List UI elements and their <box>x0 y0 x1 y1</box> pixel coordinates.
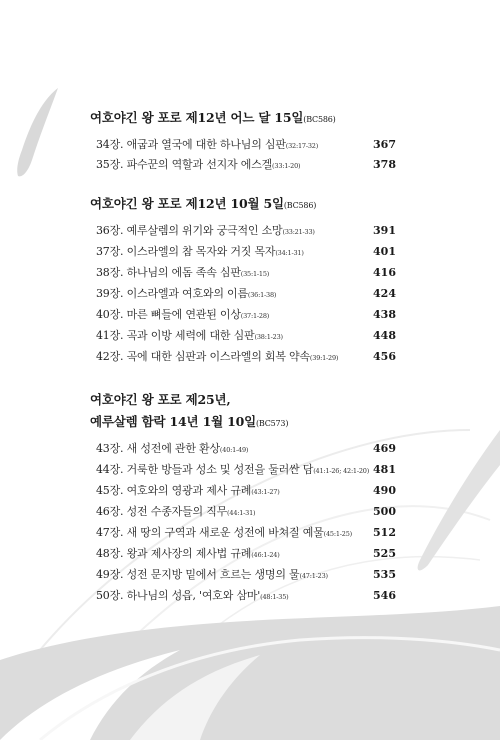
entry-page-number: 378 <box>373 158 396 171</box>
entry-label-group <box>96 222 315 238</box>
entry-page-number: 535 <box>373 568 396 581</box>
toc-entry[interactable] <box>96 503 396 519</box>
entry-label-group <box>96 156 300 172</box>
entry-label-group <box>96 524 352 540</box>
entry-page-number: 546 <box>373 589 396 602</box>
toc-entry[interactable] <box>96 545 396 561</box>
entry-label-group <box>96 264 269 280</box>
entry-page-number: 438 <box>373 308 396 321</box>
entry-label: 47장. 새 땅의 구역과 새로운 성전에 바쳐질 예물 <box>96 526 324 539</box>
entry-label-group <box>96 285 276 301</box>
entry-page-number: 367 <box>373 138 396 151</box>
entry-label-group <box>96 348 338 364</box>
toc-entry[interactable] <box>96 524 396 540</box>
section-title-text: 예루살렘 함락 14년 1월 10일 <box>90 414 256 429</box>
entry-label-group <box>96 587 288 603</box>
entry-label: 36장. 예루살렘의 위기와 궁극적인 소망 <box>96 224 283 237</box>
entry-label-group <box>96 566 328 582</box>
entry-label: 42장. 곡에 대한 심판과 이스라엘의 회복 약속 <box>96 350 310 363</box>
entry-ref: (33:1-20) <box>272 162 301 170</box>
entry-ref: (40:1-49) <box>219 446 249 454</box>
entry-ref: (37:1-28) <box>240 312 270 320</box>
entry-ref: (38:1-23) <box>254 333 283 341</box>
toc-entry[interactable] <box>96 348 396 364</box>
entry-label: 39장. 이스라엘과 여호와의 이름 <box>96 287 248 300</box>
entry-ref: (48:1-35) <box>260 593 289 601</box>
entry-ref: (34:1-31) <box>275 249 304 257</box>
entry-ref: (32:17-32) <box>285 142 319 150</box>
entry-ref: (39:1-29) <box>309 354 339 362</box>
entry-page-number: 456 <box>373 350 396 363</box>
entry-label: 38장. 하나님의 에돔 족속 심판 <box>96 266 241 279</box>
entry-label-group <box>96 136 318 152</box>
entry-label: 37장. 이스라엘의 참 목자와 거짓 목자 <box>96 245 276 258</box>
entry-label: 44장. 거룩한 방들과 성소 및 성전을 둘러싼 담 <box>96 463 314 476</box>
entry-page-number: 525 <box>373 547 396 560</box>
entry-label-group <box>96 327 283 343</box>
toc-entry[interactable] <box>96 243 396 259</box>
entry-ref: (44:1-31) <box>227 509 256 517</box>
toc-entry[interactable] <box>96 327 396 343</box>
entry-label-group <box>96 461 369 477</box>
entry-ref: (45:1-25) <box>323 530 352 538</box>
entry-ref: (47:1-23) <box>299 572 328 580</box>
entry-label: 50장. 하나님의 성읍, '여호와 삼마' <box>96 589 261 602</box>
entry-page-number: 500 <box>373 505 396 518</box>
toc-entry[interactable] <box>96 461 396 477</box>
toc-entry[interactable] <box>96 566 396 582</box>
section-title-text: 여호야긴 왕 포로 제12년 10월 5일 <box>90 196 284 211</box>
entry-ref: (41:1-26; 42:1-20) <box>313 467 370 475</box>
entry-page-number: 512 <box>373 526 396 539</box>
entry-label: 45장. 여호와의 영광과 제사 규례 <box>96 484 252 497</box>
entry-page-number: 391 <box>373 224 396 237</box>
entry-label: 34장. 애굽과 열국에 대한 하나님의 심판 <box>96 138 286 151</box>
toc-entry[interactable] <box>96 440 396 456</box>
entry-label: 43장. 새 성전에 관한 환상 <box>96 442 220 455</box>
section-title <box>90 108 336 126</box>
section-title <box>90 390 230 408</box>
entry-ref: (35:1-15) <box>240 270 270 278</box>
entry-page-number: 448 <box>373 329 396 342</box>
entry-ref: (33:21-33) <box>282 228 315 236</box>
section-title-text: 여호야긴 왕 포로 제12년 어느 달 15일 <box>90 110 304 125</box>
toc-entry[interactable] <box>96 156 396 172</box>
entry-label: 46장. 성전 수종자들의 직무 <box>96 505 228 518</box>
toc-entry[interactable] <box>96 222 396 238</box>
entry-label-group <box>96 482 280 498</box>
entry-label: 49장. 성전 문지방 밑에서 흐르는 생명의 물 <box>96 568 300 581</box>
section-title-line2 <box>90 412 288 430</box>
toc-entry[interactable] <box>96 306 396 322</box>
toc-entry[interactable] <box>96 264 396 280</box>
entry-label: 41장. 곡과 이방 세력에 대한 심판 <box>96 329 255 342</box>
entry-ref: (46:1-24) <box>251 551 280 559</box>
entry-label: 48장. 왕과 제사장의 제사법 규례 <box>96 547 252 560</box>
section-date-tag: (BC586) <box>303 115 336 124</box>
entry-ref: (43:1-27) <box>251 488 280 496</box>
entry-label-group <box>96 503 255 519</box>
section-date-tag: (BC586) <box>283 201 317 210</box>
entry-label-group <box>96 243 304 259</box>
toc-entry[interactable] <box>96 587 396 603</box>
entry-page-number: 469 <box>373 442 396 455</box>
entry-label-group <box>96 306 269 322</box>
entry-label: 35장. 파수꾼의 역할과 선지자 에스겔 <box>96 158 273 171</box>
section-date-tag: (BC573) <box>255 419 289 428</box>
section-title <box>90 194 316 212</box>
entry-ref: (36:1-38) <box>247 291 277 299</box>
section-title-text: 여호야긴 왕 포로 제25년, <box>90 392 231 407</box>
entry-page-number: 416 <box>373 266 396 279</box>
entry-page-number: 424 <box>373 287 396 300</box>
entry-label: 40장. 마른 뼈들에 연관된 이상 <box>96 308 241 321</box>
toc-entry[interactable] <box>96 136 396 152</box>
entry-page-number: 401 <box>373 245 396 258</box>
entry-page-number: 481 <box>373 463 396 476</box>
entry-page-number: 490 <box>373 484 396 497</box>
toc-entry[interactable] <box>96 285 396 301</box>
entry-label-group <box>96 545 280 561</box>
entry-label-group <box>96 440 248 456</box>
toc-entry[interactable] <box>96 482 396 498</box>
